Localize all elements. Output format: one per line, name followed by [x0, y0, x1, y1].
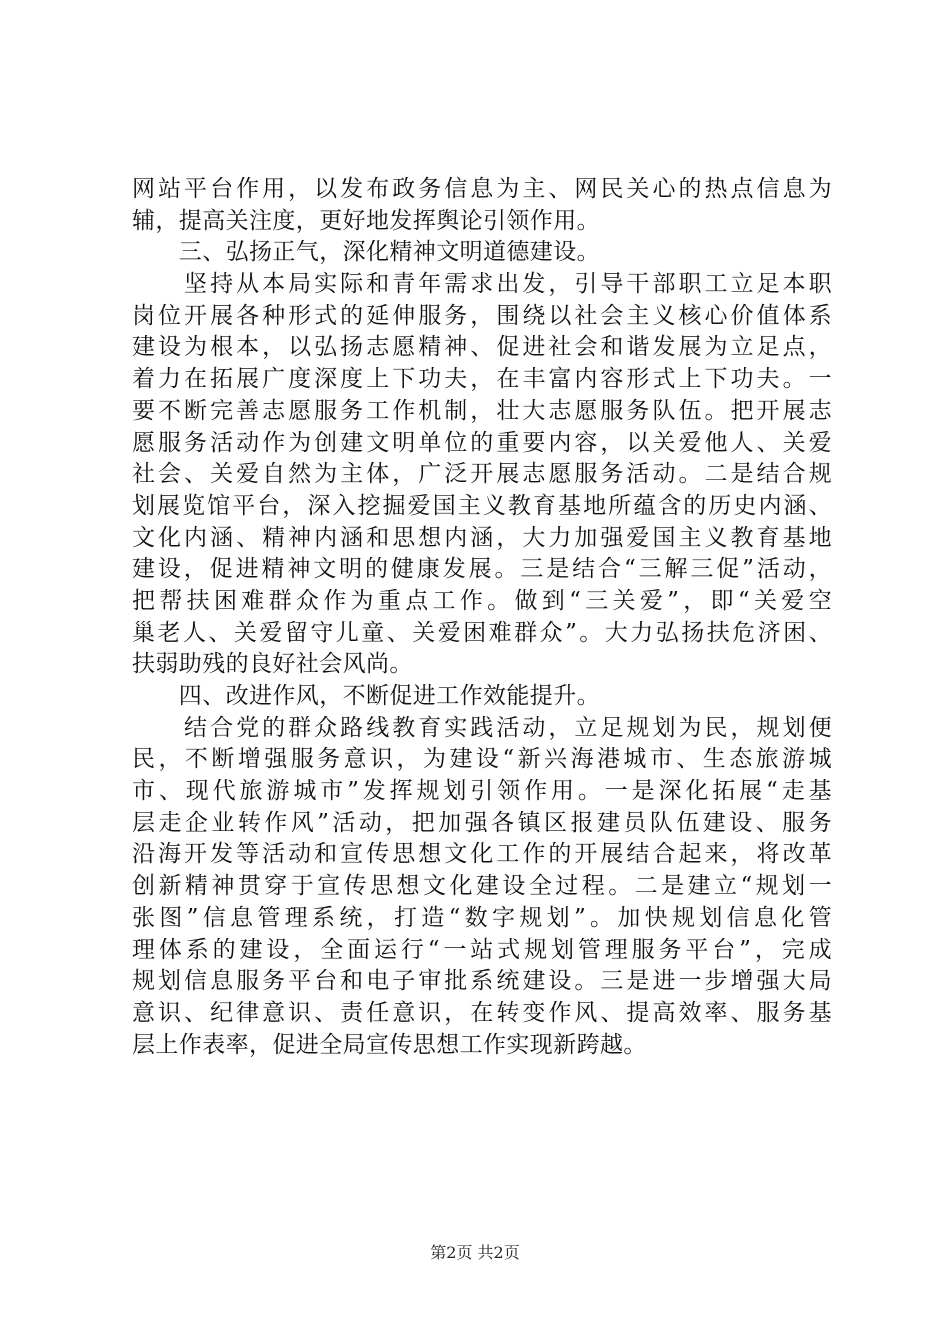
text-line: 市、现代旅游城市”发挥规划引领作用。一是深化拓展“走基 [132, 778, 832, 805]
text-line: 巢老人、关爱留守儿童、关爱困难群众”。大力弘扬扶危济困、 [132, 619, 832, 646]
section-heading: 三、弘扬正气，深化精神文明道德建设。 [132, 239, 600, 266]
text-line: 建设，促进精神文明的健康发展。三是结合“三解三促”活动， [132, 556, 832, 583]
text-line: 结合党的群众路线教育实践活动，立足规划为民，规划便 [132, 714, 832, 741]
text-line: 坚持从本局实际和青年需求出发，引导干部职工立足本职 [132, 271, 832, 298]
text-line: 层上作表率，促进全局宣传思想工作实现新跨越。 [132, 1031, 647, 1058]
text-line: 理体系的建设，全面运行“一站式规划管理服务平台”，完成 [132, 936, 832, 963]
text-line: 网站平台作用，以发布政务信息为主、网民关心的热点信息为 [132, 176, 832, 202]
text-line: 文化内涵、精神内涵和思想内涵，大力加强爱国主义教育基地 [132, 524, 832, 551]
text-line: 层走企业转作风”活动，把加强各镇区报建员队伍建设、服务 [132, 809, 832, 836]
text-line: 扶弱助残的良好社会风尚。 [132, 651, 413, 678]
text-line: 着力在拓展广度深度上下功夫，在丰富内容形式上下功夫。一 [132, 366, 832, 393]
text-line: 民，不断增强服务意识，为建设“新兴海港城市、生态旅游城 [132, 746, 832, 773]
text-line: 沿海开发等活动和宣传思想文化工作的开展结合起来，将改革 [132, 841, 832, 868]
text-line: 规划信息服务平台和电子审批系统建设。三是进一步增强大局 [132, 968, 832, 995]
text-line: 社会、关爱自然为主体，广泛开展志愿服务活动。二是结合规 [132, 461, 832, 488]
text-line: 岗位开展各种形式的延伸服务，围绕以社会主义核心价值体系 [132, 302, 832, 329]
text-line: 辅，提高关注度，更好地发挥舆论引领作用。 [132, 207, 600, 234]
body-text [132, 174, 832, 1061]
section-heading: 四、改进作风，不断促进工作效能提升。 [132, 683, 600, 709]
text-line: 张图”信息管理系统，打造“数字规划”。加快规划信息化管 [132, 904, 832, 931]
text-line: 愿服务活动作为创建文明单位的重要内容，以关爱他人、关爱 [132, 429, 832, 456]
text-line: 创新精神贯穿于宣传思想文化建设全过程。二是建立“规划一 [132, 873, 832, 900]
text-line: 建设为根本，以弘扬志愿精神、促进社会和谐发展为立足点， [132, 334, 832, 361]
text-line: 划展览馆平台，深入挖掘爱国主义教育基地所蕴含的历史内涵、 [132, 492, 832, 519]
page-footer: 第2页 共2页 [430, 1243, 520, 1262]
text-line: 把帮扶困难群众作为重点工作。做到“三关爱”，即“关爱空 [132, 587, 832, 614]
text-line: 要不断完善志愿服务工作机制，壮大志愿服务队伍。把开展志 [132, 397, 832, 424]
text-line: 意识、纪律意识、责任意识，在转变作风、提高效率、服务基 [132, 999, 832, 1026]
